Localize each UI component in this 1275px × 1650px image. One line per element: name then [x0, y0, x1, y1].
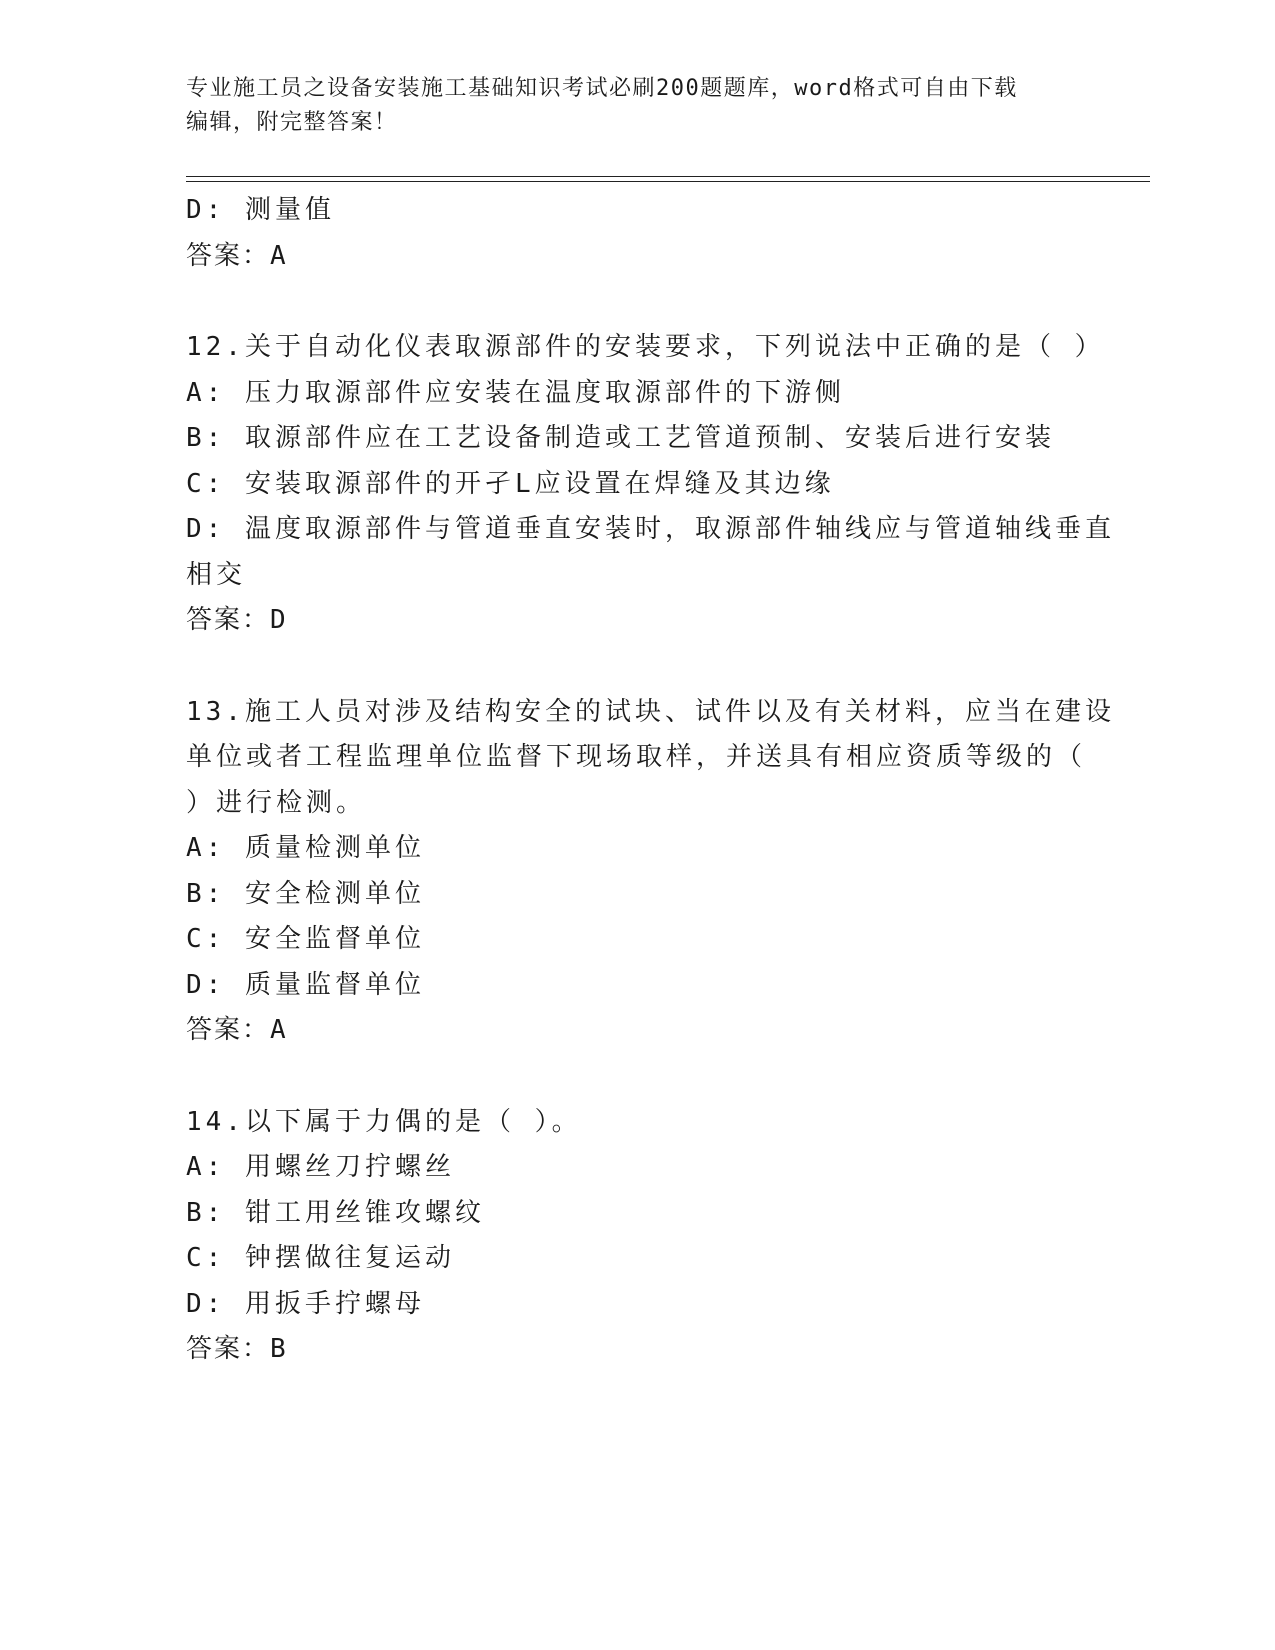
question-stem: 12.关于自动化仪表取源部件的安装要求，下列说法中正确的是（ ） [186, 332, 1105, 362]
spacer [186, 1054, 1086, 1100]
spacer [186, 644, 1086, 690]
document-header [186, 72, 1086, 140]
answer: 答案：B [186, 1334, 288, 1364]
option-a: A: 质量检测单位 [186, 833, 425, 863]
header-divider-bottom [186, 181, 1150, 182]
question-stem: 14.以下属于力偶的是（ ）。 [186, 1106, 582, 1137]
header-title-line-2: 编辑，附完整答案！ [186, 110, 398, 135]
spacer [186, 279, 1086, 325]
header-divider-top [186, 176, 1150, 177]
option-b: B: 钳工用丝锥攻螺纹 [186, 1197, 485, 1228]
option-d: D: 温度取源部件与管道垂直安装时，取源部件轴线应与管道轴线垂直 [186, 514, 1115, 544]
option-d: D: 用扳手拧螺母 [186, 1288, 425, 1319]
option-d-continued: 相交 [186, 559, 247, 590]
question-content [186, 188, 1115, 1373]
answer: 答案：A [186, 1015, 288, 1045]
option-c: C: 钟摆做往复运动 [186, 1243, 455, 1273]
question-stem-line-2: 单位或者工程监理单位监督下现场取样，并送具有相应资质等级的（ [186, 742, 1087, 772]
option-a: A: 用螺丝刀拧螺丝 [186, 1152, 455, 1182]
question-13 [186, 690, 1115, 1054]
prev-option-d: D: 测量值 [186, 195, 335, 225]
option-b: B: 安全检测单位 [186, 878, 425, 909]
option-a: A: 压力取源部件应安装在温度取源部件的下游侧 [186, 377, 845, 408]
answer: 答案：D [186, 605, 288, 635]
question-stem-line-1: 13.施工人员对涉及结构安全的试块、试件以及有关材料，应当在建设 [186, 696, 1115, 727]
prev-answer: 答案：A [186, 240, 288, 271]
question-12 [186, 325, 1115, 644]
question-14 [186, 1100, 1086, 1373]
option-c: C: 安装取源部件的开孑L应设置在焊缝及其边缘 [186, 468, 835, 499]
header-title-line-1: 专业施工员之设备安装施工基础知识考试必刷200题题库，word格式可自由下载 [186, 76, 1018, 101]
option-d: D: 质量监督单位 [186, 969, 425, 1000]
option-b: B: 取源部件应在工艺设备制造或工艺管道预制、安装后进行安装 [186, 423, 1055, 453]
question-stem-line-3: ）进行检测。 [186, 787, 367, 818]
option-c: C: 安全监督单位 [186, 924, 425, 954]
